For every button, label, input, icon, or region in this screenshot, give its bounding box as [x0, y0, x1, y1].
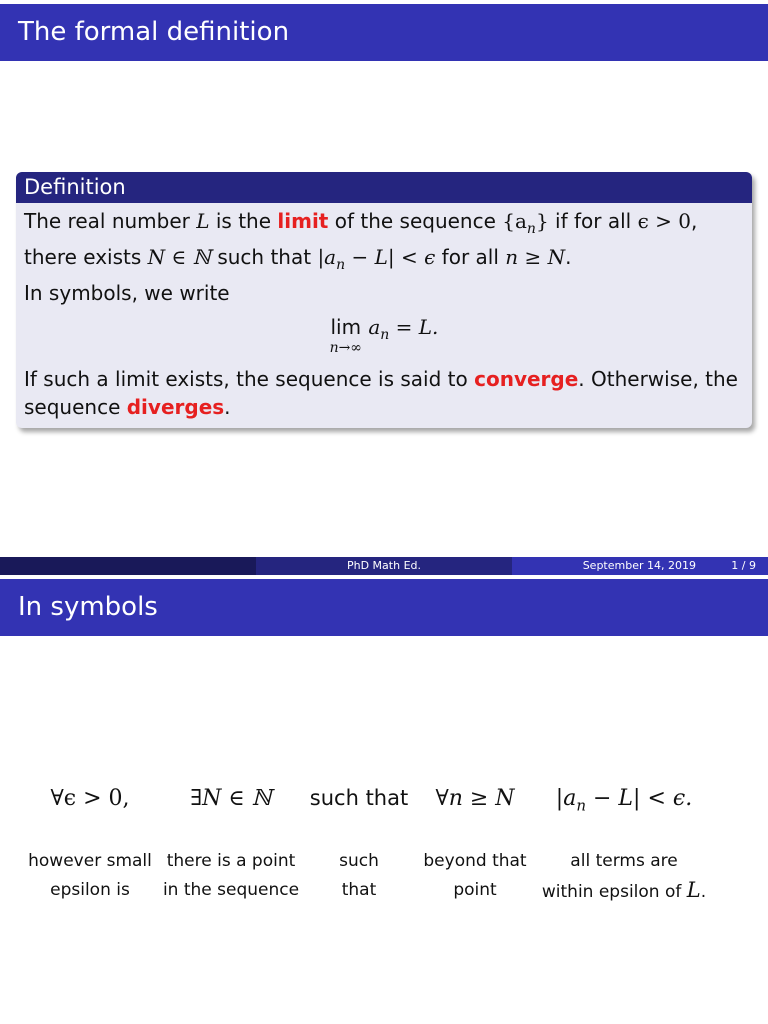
explanation-line: in the sequence	[162, 880, 300, 900]
math-N-in-naturals: N ∈ ℕ	[147, 245, 211, 269]
text-run: if for all	[548, 209, 638, 233]
lim-operator	[330, 313, 362, 355]
text-run: .	[224, 395, 231, 419]
footer-left-segment	[0, 557, 256, 575]
explanation-line: however small	[28, 851, 152, 871]
text-run: for all	[435, 245, 506, 269]
explanation-such-that	[339, 847, 379, 905]
explanation-line: point	[453, 880, 497, 900]
math-L: L	[196, 209, 210, 233]
math-abs	[317, 245, 436, 273]
symbol-for-all-epsilon: ∀ϵ > 0,	[50, 786, 130, 811]
definition-body	[16, 203, 752, 428]
math-epsilon: ϵ > 0	[637, 209, 691, 233]
text-run: If such a limit exists, the sequence is said to	[24, 367, 475, 391]
symbol-exists-N: ∃N ∈ ℕ	[190, 786, 272, 811]
symbol-such-that: such that	[309, 786, 409, 810]
text-run: of the sequence	[328, 209, 503, 233]
footer-center: PhD Math Ed.	[256, 557, 512, 575]
keyword-diverges: diverges	[126, 395, 225, 419]
explanation-line: such	[339, 851, 379, 871]
text-run: , there exists	[24, 209, 698, 269]
symbols-intro: In symbols, we write	[24, 281, 230, 305]
math-sequence	[502, 209, 549, 237]
definition-block	[16, 172, 752, 428]
text-run: within epsilon of	[541, 882, 687, 902]
math-n-geq-N: n ≥ N	[505, 245, 566, 269]
keyword-limit: limit	[277, 209, 329, 233]
slide-title: The formal definition	[0, 4, 768, 61]
abs-open: |a	[555, 786, 577, 811]
abs-rest: − L| < ϵ.	[586, 786, 693, 811]
explanation-within-epsilon	[542, 847, 706, 907]
text-run: .	[565, 245, 572, 269]
lim-expression	[361, 315, 439, 343]
lim-subscript: n→∞	[329, 340, 362, 356]
limit-display-equation	[24, 313, 744, 357]
abs-subscript: n	[576, 796, 587, 815]
explanation-line: beyond that	[423, 851, 527, 871]
seq-close: }	[535, 209, 549, 233]
symbol-for-all-n: ∀n ≥ N	[435, 786, 515, 811]
text-run: . Otherwise, the sequence	[24, 367, 738, 419]
definition-block-title: Definition	[16, 172, 752, 203]
explanation-line: epsilon is	[50, 880, 130, 900]
text-run: such that	[210, 245, 318, 269]
explanation-line: all terms are	[570, 851, 678, 871]
seq-open: {a	[502, 209, 527, 233]
symbol-abs-inequality	[556, 786, 692, 814]
keyword-converge: converge	[474, 367, 579, 391]
convergence-paragraph	[24, 365, 744, 421]
text-run: is the	[209, 209, 278, 233]
text-run: .	[700, 882, 707, 902]
footer-right-segment	[512, 557, 768, 575]
abs-rest: − L| < ϵ	[345, 245, 436, 269]
lim-word: lim	[330, 315, 362, 339]
slide-footer	[0, 557, 768, 575]
text-run: The real number	[24, 209, 197, 233]
footer-page-number: 1 / 9	[731, 559, 756, 572]
explanation-line	[542, 876, 706, 907]
slide-title: In symbols	[0, 579, 768, 636]
explanation-epsilon	[28, 847, 152, 905]
lim-a: a	[361, 315, 381, 339]
abs-subscript: n	[336, 257, 346, 273]
explanation-exists	[163, 847, 299, 905]
definition-paragraph	[24, 207, 744, 279]
footer-date: September 14, 2019	[582, 559, 696, 572]
lim-a-subscript: n	[380, 327, 390, 343]
seq-subscript: n	[526, 221, 536, 237]
math-L: L	[686, 878, 701, 902]
explanation-line: there is a point	[166, 851, 296, 871]
lim-equals-L: = L.	[389, 315, 439, 339]
abs-open: |a	[317, 245, 337, 269]
explanation-for-all-n	[423, 847, 526, 905]
explanation-line: that	[341, 880, 377, 900]
